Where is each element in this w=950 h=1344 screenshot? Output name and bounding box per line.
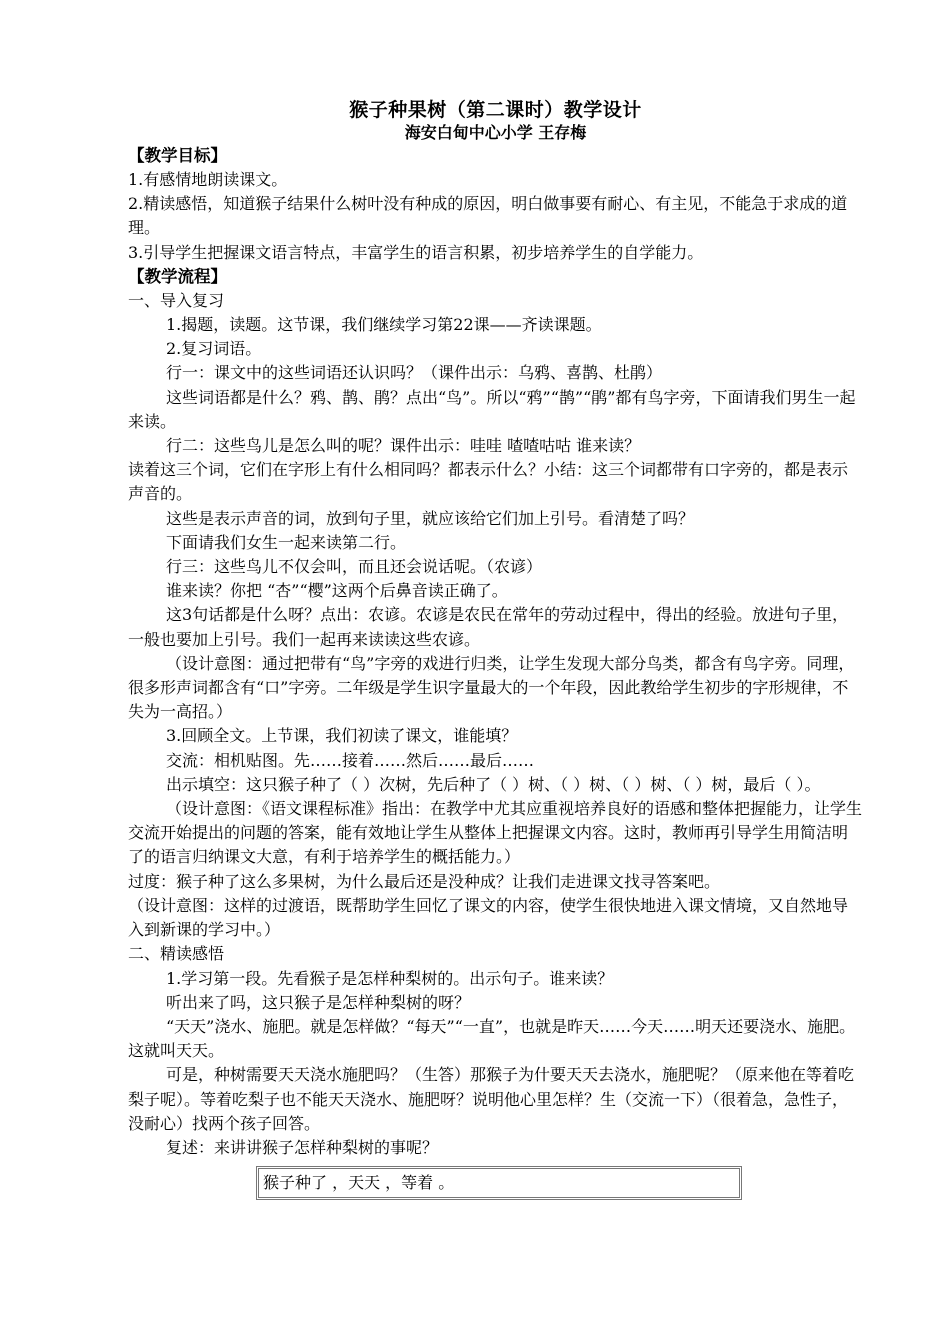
paragraph: 可是，种树需要天天浇水施肥吗？（生答）那猴子为什要天天去浇水，施肥呢？（原来他在等着吃梨子呢）。等着吃梨子也不能天天浇水、施肥呀？说明他心里怎样？生（交流一下）（很着急，急性子，没耐心）找两个孩子回答。: [128, 1065, 855, 1133]
flow-heading: 【教学流程】: [128, 266, 227, 286]
paragraph: 行二：这些鸟儿是怎么叫的呢？课件出示：哇哇 喳喳咕咕 谁来读？: [166, 436, 641, 456]
fill-in-box: 猴子种了 ，天天 ，等着 。: [256, 1166, 742, 1200]
paragraph: 下面请我们女生一起来读第二行。: [166, 532, 407, 552]
design-note: （设计意图：这样的过渡语，既帮助学生回忆了课文的内容，使学生很快地进入课文情境，又自然地导入到新课的学习中。）: [128, 895, 849, 940]
section-heading: 一、导入复习: [128, 290, 225, 310]
paragraph: 听出来了吗，这只猴子是怎样种梨树的呀？: [166, 992, 471, 1012]
document-title: 猴子种果树（第二课时）教学设计: [349, 99, 642, 121]
design-note: （设计意图：通过把带有“鸟”字旁的戏进行归类，让学生发现大部分鸟类，都含有鸟字旁。同理，很多形声词都含有“口”字旁。二年级是学生识字量最大的一个年段，因此教给学生初步的字形规律，不失为一高招。）: [128, 653, 855, 722]
paragraph: 复述：来讲讲猴子怎样种梨树的事呢？: [166, 1137, 439, 1157]
paragraph: 这3句话都是什么呀？点出：农谚。农谚是农民在常年的劳动过程中，得出的经验。放进句子里，一般也要加上引号。我们一起再来读读这些农谚。: [128, 605, 849, 649]
goal-item: 3.引导学生把握课文语言特点，丰富学生的语言积累，初步培养学生的自学能力。: [128, 242, 704, 262]
paragraph: 这些是表示声音的词，放到句子里，就应该给它们加上引号。看清楚了吗？: [166, 508, 695, 528]
paragraph: 读着这三个词，它们在字形上有什么相同吗？都表示什么？小结：这三个词都带有口字旁的，都是表示声音的。: [128, 460, 849, 504]
goals-heading: 【教学目标】: [128, 146, 227, 165]
goal-item: 1.有感情地朗读课文。: [128, 170, 288, 189]
author-line: 海安白甸中心小学 王存梅: [404, 123, 587, 142]
paragraph: 谁来读？你把 “杏”“樱”这两个后鼻音读正确了。: [166, 581, 508, 601]
paragraph: 1.学习第一段。先看猴子是怎样种梨树的。出示句子。谁来读？: [166, 968, 614, 988]
paragraph: 1.揭题，读题。这节课，我们继续学习第22课——齐读课题。: [166, 315, 602, 335]
paragraph: 行三：这些鸟儿不仅会叫，而且还会说话呢。（农谚）: [166, 557, 543, 577]
paragraph: “天天”浇水、施肥。就是怎样做？“每天”“一直”，也就是昨天……今天……明天还要浇水、施肥。这就叫天天。: [128, 1016, 856, 1061]
paragraph: 出示填空：这只猴子种了（ ）次树，先后种了（ ）树、（ ）树、（ ）树、（ ）树，最后（ ）。: [166, 774, 821, 794]
paragraph: 3.回顾全文。上节课，我们初读了课文，谁能填？: [166, 726, 518, 746]
paragraph: 行一：课文中的这些词语还认识吗？（课件出示：乌鸦、喜鹊、杜鹃）: [166, 363, 663, 383]
goal-item: 2.精读感悟，知道猴子结果什么树叶没有种成的原因，明白做事要有耐心、有主见，不能急于求成的道理。: [128, 194, 848, 238]
paragraph: 交流：相机贴图。先……接着……然后……最后……: [166, 750, 535, 770]
paragraph: 这些词语都是什么？鸦、鹊、鹃？点出“鸟”。所以“鸦”“鹊”“鹃”都有鸟字旁，下面请我们男生一起来读。: [128, 387, 856, 431]
paragraph: 过度：猴子种了这么多果树，为什么最后还是没种成？让我们走进课文找寻答案吧。: [128, 871, 721, 891]
section-heading: 二、精读感悟: [128, 944, 225, 964]
paragraph: 2.复习词语。: [166, 339, 262, 359]
design-note: （设计意图：《语文课程标准》指出：在教学中尤其应重视培养良好的语感和整体把握能力，让学生交流开始提出的问题的答案，能有效地让学生从整体上把握课文内容。这时，教师再引导学生用简洁明了的语言归纳课文大意，有利于培养学生的概括能力。）: [128, 799, 863, 867]
document-page: [128, 98, 863, 1200]
